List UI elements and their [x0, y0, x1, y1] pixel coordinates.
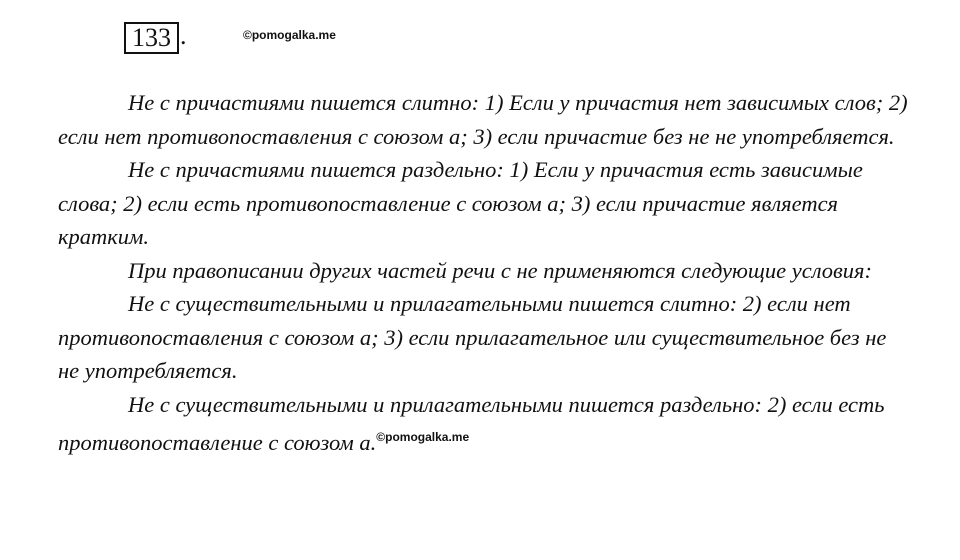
paragraph-3: При правописании других частей речи с не применяются следующие условия:	[128, 257, 873, 283]
task-number	[124, 22, 179, 54]
paragraph-5-text: Не с существительными и прилагательными пишется раздельно: 2) если есть противопоставление с союзом а.	[58, 391, 885, 455]
task-number-text: 133	[132, 23, 171, 52]
paragraph-1: Не с причастиями пишется слитно: 1) Если у причастия нет зависимых слов; 2) если нет противопоставления с союзом а; 3) если причастие без не не употребляется.	[58, 90, 908, 149]
paragraph-5	[58, 388, 908, 460]
watermark-top: ©pomogalka.me	[243, 28, 336, 42]
paragraph-4: Не с существительными и прилагательными пишется слитно: 2) если нет противопоставления с союзом а; 3) если прилагательное или существительное без не не употребляется.	[58, 291, 887, 383]
paragraph-2: Не с причастиями пишется раздельно: 1) Если у причастия есть зависимые слова; 2) если есть противопоставление с союзом а; 3) если причастие является кратким.	[58, 157, 863, 249]
watermark-inline: ©pomogalka.me	[376, 430, 470, 444]
task-number-dot: .	[180, 21, 187, 50]
answer-text	[58, 86, 908, 460]
